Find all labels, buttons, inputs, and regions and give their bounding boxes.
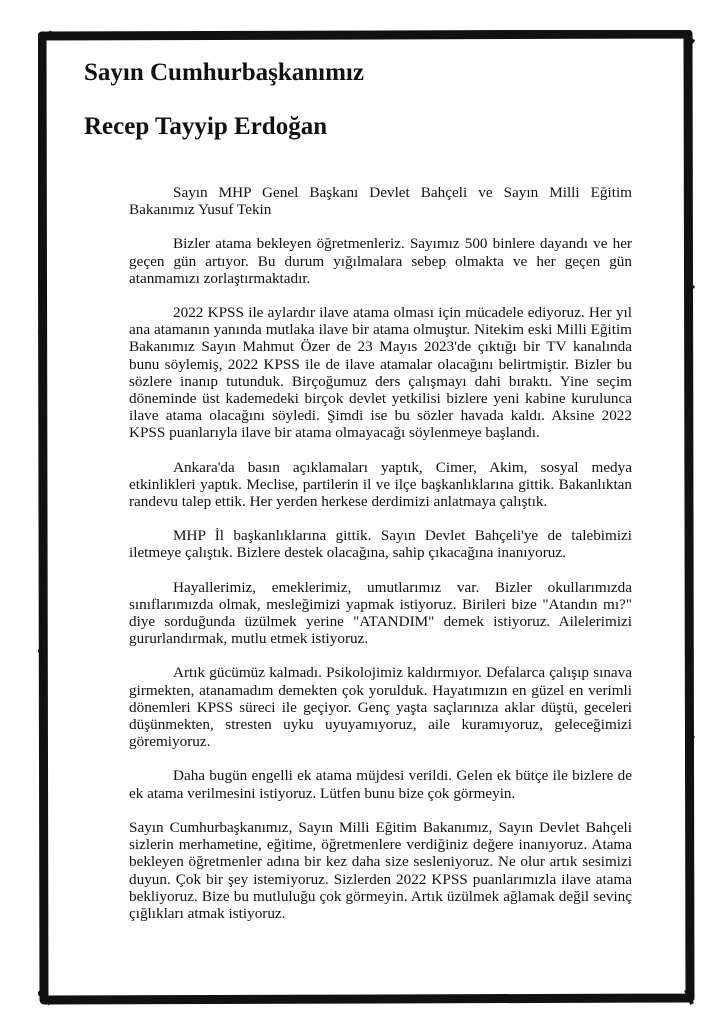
paragraph: MHP İl başkanlıklarına gittik. Sayın Devlet Bahçeli'ye de talebimizi iletmeye çalıştık. Bizlere destek olacağına, sahip çıkacağına inanıyoruz. <box>129 527 632 562</box>
title-line-1: Sayın Cumhurbaşkanımız <box>84 59 364 86</box>
paragraph-salutation: Sayın MHP Genel Başkanı Devlet Bahçeli ve Sayın Milli Eğitim Bakanımız Yusuf Tekin <box>129 184 632 219</box>
paragraph: Hayallerimiz, emeklerimiz, umutlarımız var. Bizler okullarımızda sınıflarımızda olmak, mesleğimizi yapmak istiyoruz. Birileri bize "Atandın mı?" diye sorduğunda üzülmek yerine "ATANDIM" demek istiyoruz. Ailelerimizi gururlandırmak, mutlu etmek istiyoruz. <box>129 578 632 648</box>
letter-body <box>129 184 632 939</box>
paragraph-closing: Sayın Cumhurbaşkanımız, Sayın Milli Eğitim Bakanımız, Sayın Devlet Bahçeli sizlerin merhametine, eğitime, öğretmenlere verdiğiniz değere inanıyoruz. Atama bekleyen öğretmenler adına bir kez daha size sesleniyoruz. Ne olur artık sesimizi duyun. Çok bir şey istemiyoruz. Sizlerden 2022 KPSS puanlarımızla ilave atama bekliyoruz. Bize bu mutluluğu çok görmeyin. Artık üzülmek ağlamak değil sevinç çığlıkları atmak istiyoruz. <box>129 818 632 922</box>
paragraph: Bizler atama bekleyen öğretmenleriz. Sayımız 500 binlere dayandı ve her geçen gün artıyor. Bu durum yığılmalara sebep olmakta ve her geçen gün atanmamızı zorlaştırmaktadır. <box>129 235 632 287</box>
paragraph: Ankara'da basın açıklamaları yaptık, Cimer, Akim, sosyal medya etkinlikleri yaptık. Meclise, partilerin il ve ilçe başkanlıklarına gittik. Bakanlıktan randevu talep ettik. Her yerden herkese derdimizi anlatmaya çalıştık. <box>129 458 632 511</box>
paragraph: 2022 KPSS ile aylardır ilave atama olması için mücadele ediyoruz. Her yıl ana atamanın yanında mutlaka ilave bir atama olmuştur. Nitekim eski Milli Eğitim Bakanımız Sayın Mahmut Özer de 23 Mayıs 2023'de çıktığı bir TV kanalında bunu söylemiş, 2022 KPSS ile de ilave atamalar olacağını belirtmiştir. Bizler bu sözlere inanıp tutunduk. Birçoğumuz ders çalışmayı dahi bıraktı. Yine seçim döneminde üst kademedeki birçok devlet yetkilisi bizlere yeni kabine kurulunca ilave atama olacağını söyledi. Şimdi ise bu sözler havada kaldı. Aksine 2022 KPSS puanlarıyla ilave bir atama olmayacağı söylenmeye başlandı. <box>129 304 632 442</box>
title-line-2: Recep Tayyip Erdoğan <box>84 113 328 140</box>
paragraph: Artık gücümüz kalmadı. Psikolojimiz kaldırmıyor. Defalarca çalışıp sınava girmekten, atanamadım demekten çok yorulduk. Hayatımızın en güzel en verimli dönemleri KPSS süreci ile geçiyor. Genç yaşta saçlarınıza aklar düştü, geceleri düşünmekten, stresten uyku uyuyamıyoruz, aile kuramıyoruz, geleceğimizi göremiyoruz. <box>129 664 632 751</box>
paragraph: Daha bugün engelli ek atama müjdesi verildi. Gelen ek bütçe ile bizlere de ek atama verilmesini istiyoruz. Lütfen bunu bize çok görmeyin. <box>129 767 632 802</box>
